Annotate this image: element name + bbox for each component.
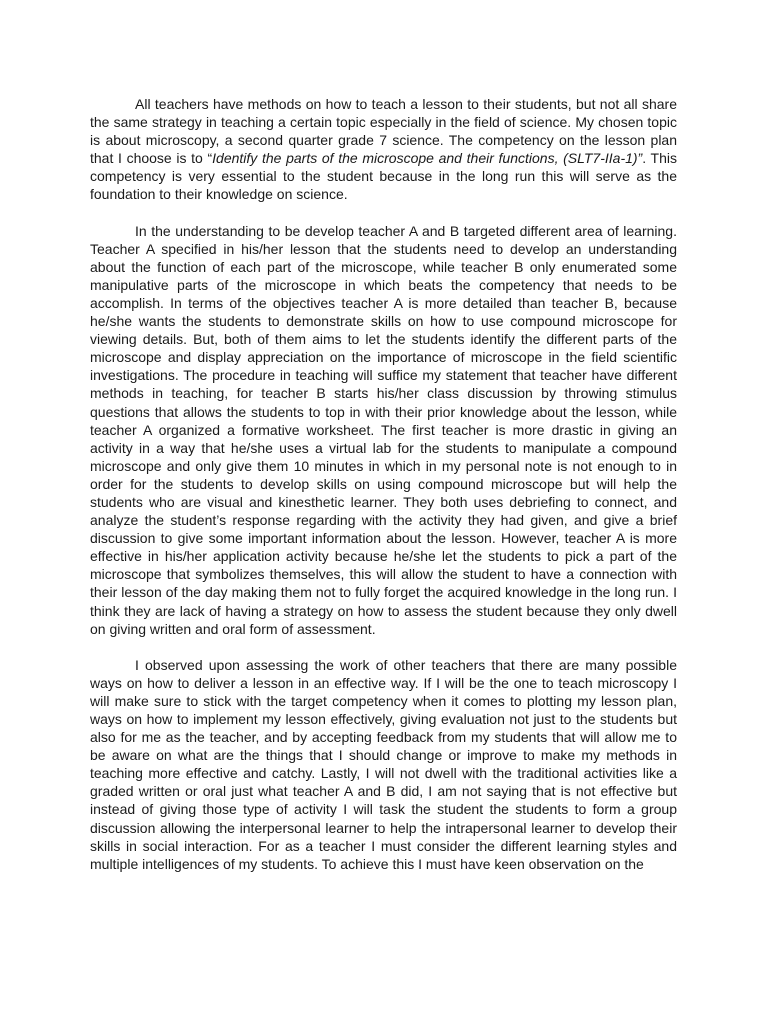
paragraph-intro <box>90 95 677 204</box>
paragraph-intro-text-end: . This competency is very essential to the student because in the long run this will serve as the foundation to their knowledge on science. <box>90 150 677 203</box>
document-page <box>90 95 677 873</box>
competency-quote: Identify the parts of the microscope and their functions, (SLT7-IIa-1)” <box>212 150 643 167</box>
paragraph-reflection: I observed upon assessing the work of other teachers that there are many possible ways on how to deliver a lesson in an effective way. If I will be the one to teach microscopy I will make sure to stick with the target competency when it comes to plotting my lesson plan, ways on how to implement my lesson effectively, giving evaluation not just to the students but also for me as the teacher, and by accepting feedback from my students that will allow me to be aware on what are the things that I should change or improve to make my methods in teaching more effective and catchy. Lastly, I will not dwell with the traditional activities like a graded written or oral just what teacher A and B did, I am not saying that is not effective but instead of giving those type of activity I will task the student the students to form a group discussion allowing the interpersonal learner to help the intrapersonal learner to develop their skills in social interaction. For as a teacher I must consider the different learning styles and multiple intelligences of my students. To achieve this I must have keen observation on the <box>90 656 677 872</box>
paragraph-intro-text: All teachers have methods on how to teach a lesson to their students, but not all share the same strategy in teaching a certain topic especially in the field of science. My chosen topic is about microscopy, a second quarter grade 7 science. The competency on the lesson plan that I choose is to “ <box>90 96 677 167</box>
paragraph-comparison: In the understanding to be develop teacher A and B targeted different area of learning. Teacher A specified in his/her lesson that the students need to develop an understanding about the function of each part of the microscope, while teacher B only enumerated some manipulative parts of the microscope in which beats the competency that needs to be accomplish. In terms of the objectives teacher A is more detailed than teacher B, because he/she wants the students to demonstrate skills on how to use compound microscope for viewing details. But, both of them aims to let the students identify the different parts of the microscope and display appreciation on the importance of microscope in the field scientific investigations. The procedure in teaching will suffice my statement that teacher have different methods in teaching, for teacher B starts his/her class discussion by throwing stimulus questions that allows the students to top in with their prior knowledge about the lesson, while teacher A organized a formative worksheet. The first teacher is more drastic in giving an activity in a way that he/she uses a virtual lab for the students to manipulate a compound microscope and only give them 10 minutes in which in my personal note is not enough to in order for the students to develop skills on using compound microscope but will help the students who are visual and kinesthetic learner. They both uses debriefing to connect, and analyze the student’s response regarding with the activity they had given, and give a brief discussion to give some important information about the lesson. However, teacher A is more effective in his/her application activity because he/she let the students to pick a part of the microscope that symbolizes themselves, this will allow the student to have a connection with their lesson of the day making them not to fully forget the acquired knowledge in the long run. I think they are lack of having a strategy on how to assess the student because they only dwell on giving written and oral form of assessment. <box>90 222 677 637</box>
